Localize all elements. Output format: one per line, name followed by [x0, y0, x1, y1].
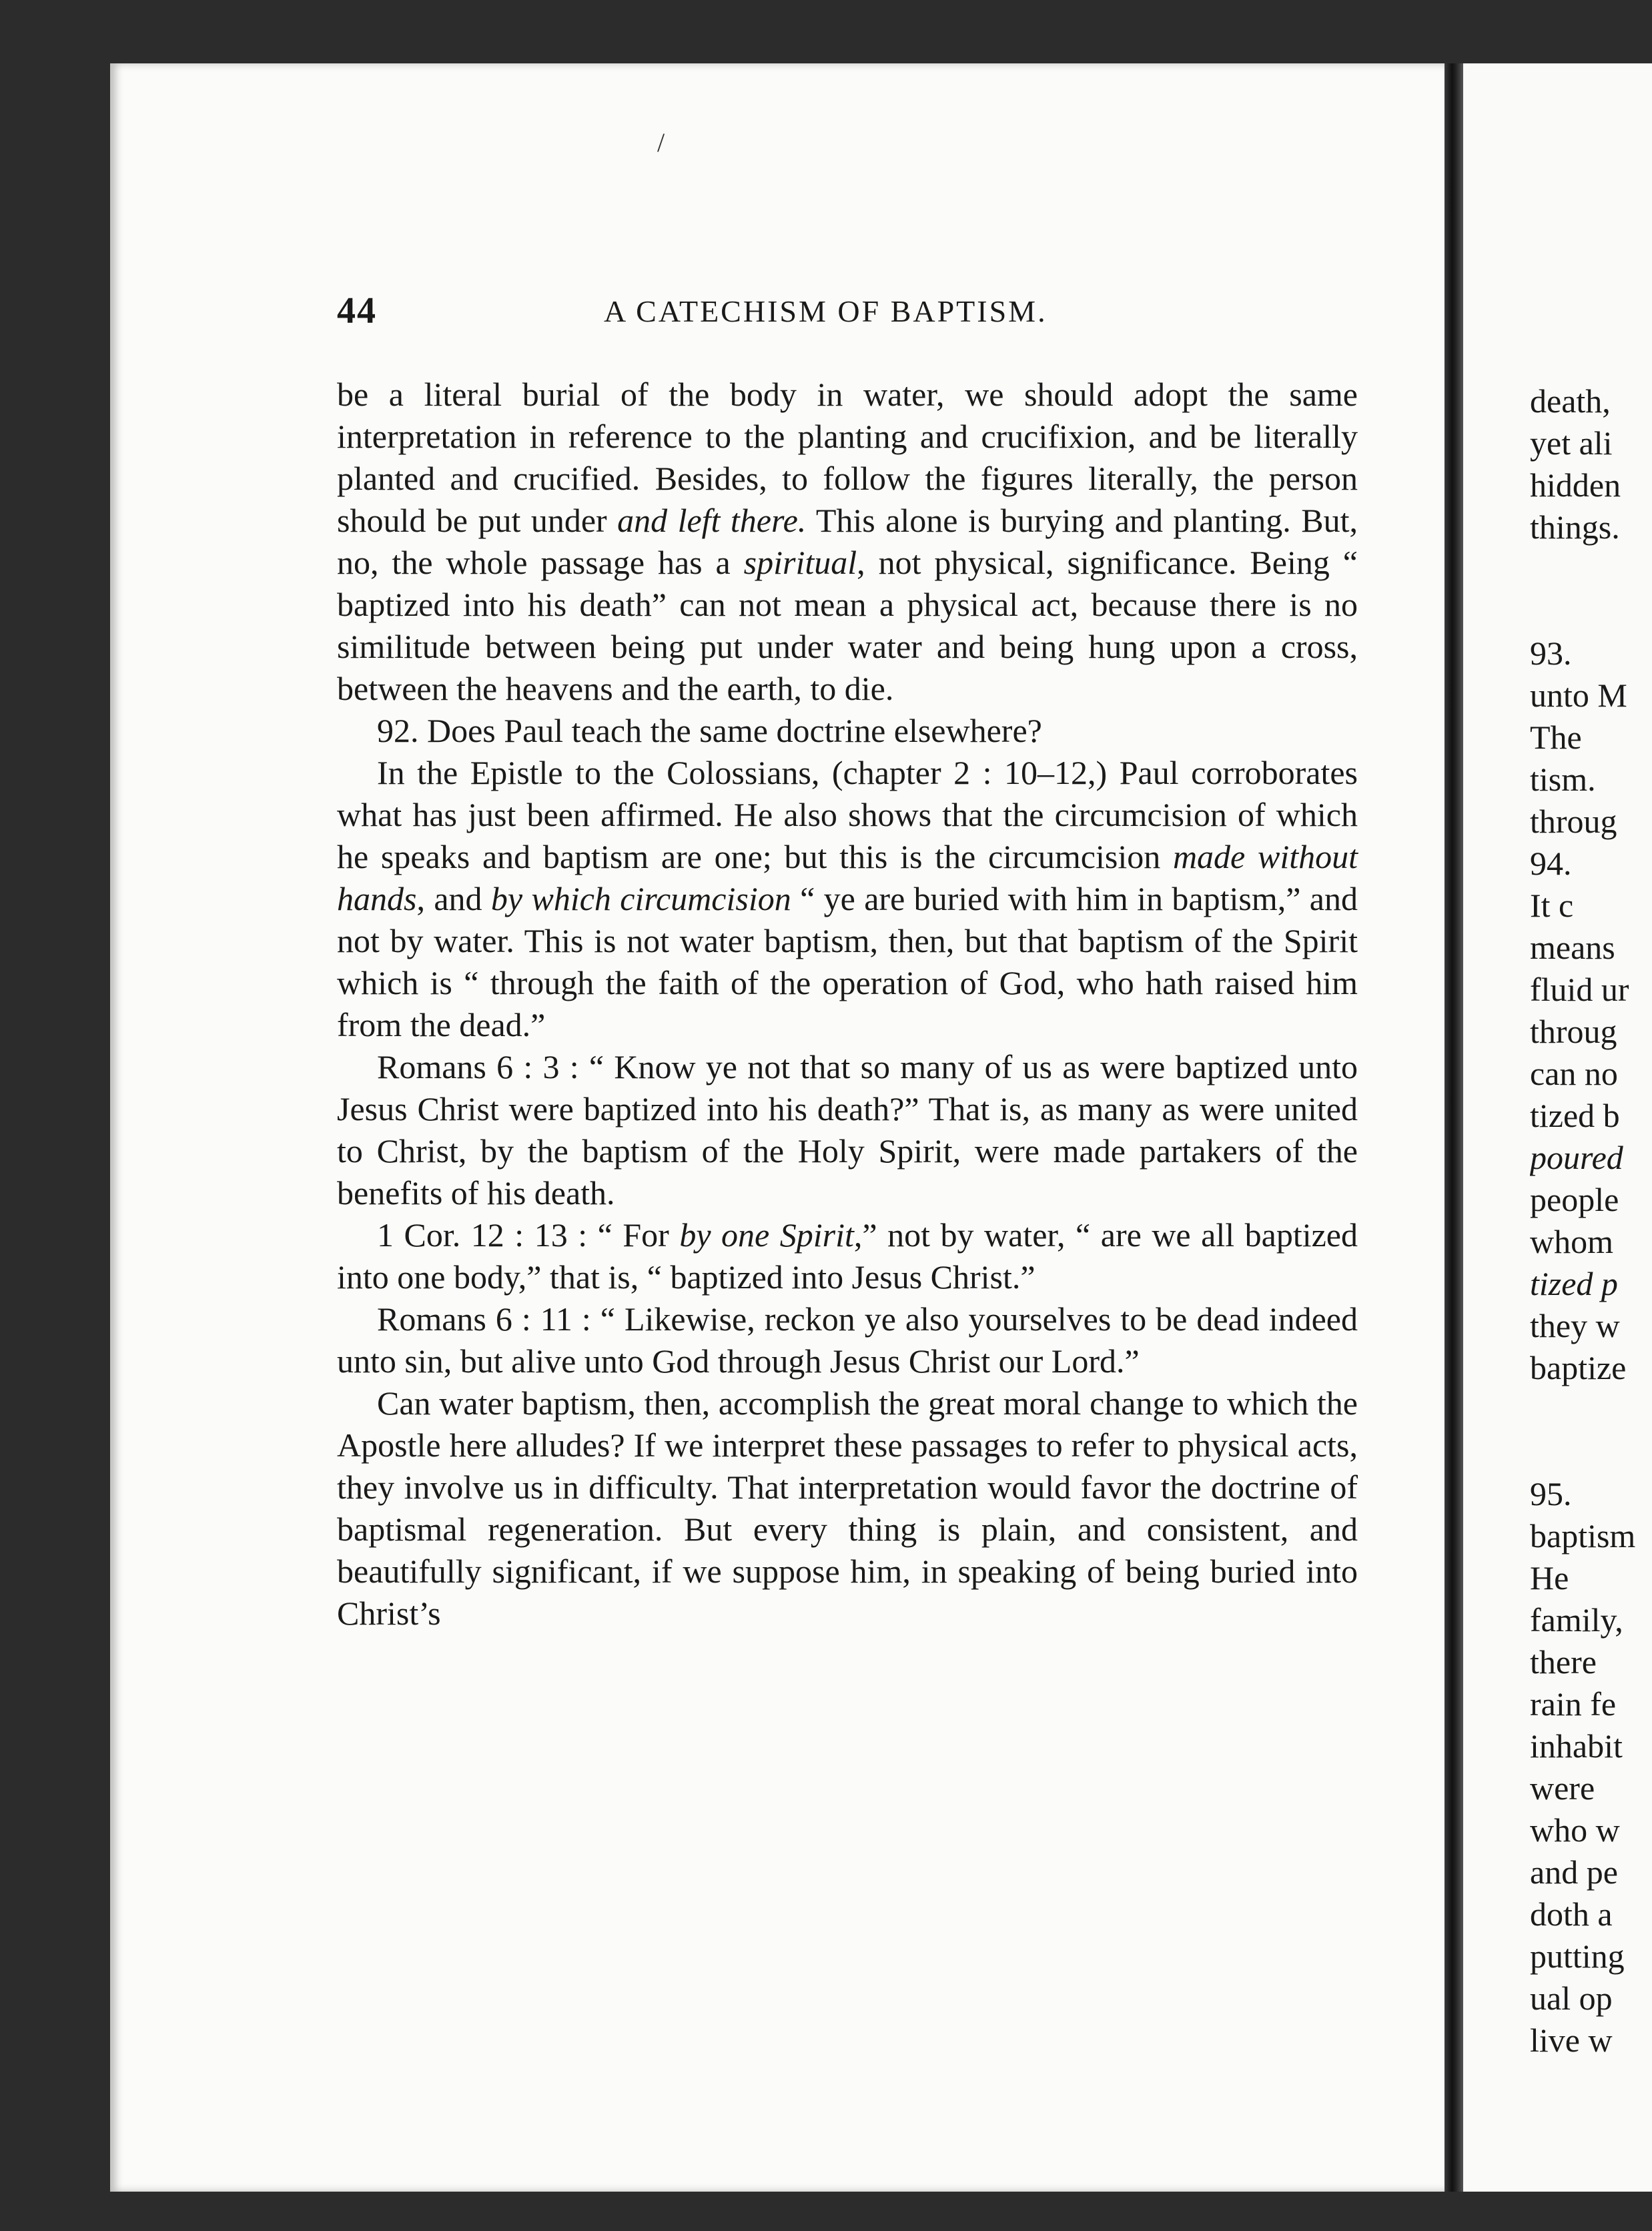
book-gutter: [1444, 63, 1463, 2192]
right-fragment-line: 93.: [1530, 634, 1572, 672]
right-fragment-line: were: [1530, 1769, 1595, 1807]
right-fragment-line: they w: [1530, 1307, 1620, 1344]
right-fragment-line: fluid ur: [1530, 971, 1629, 1008]
right-fragment-line: poured: [1530, 1139, 1623, 1176]
right-fragment-line: things.: [1530, 508, 1620, 546]
right-fragment-line: The: [1530, 719, 1582, 756]
right-fragment-line: rain fe: [1530, 1685, 1617, 1723]
paragraph: Can water baptism, then, accomplish the great moral change to which the Apostle here alludes? If we interpret these passages to refer to physical acts, they involve us in difficulty. That interpretation would favor the doctrine of baptismal regeneration. But every thing is plain, and consistent, and beautifully significant, if we suppose him, in speaking of being buried into Christ’s: [337, 1384, 1358, 1632]
right-fragment-line: [1530, 590, 1652, 632]
right-fragment-line: putting: [1530, 1937, 1625, 1975]
main-text: [337, 374, 1358, 1635]
right-fragment-line: baptize: [1530, 1349, 1627, 1386]
question-92: 92. Does Paul teach the same doctrine elsewhere?: [377, 712, 1042, 749]
right-fragment-line: people: [1530, 1181, 1619, 1218]
right-fragment-line: [1530, 1389, 1652, 1431]
right-fragment-line: tism.: [1530, 761, 1596, 798]
right-fragment-line: doth a: [1530, 1895, 1613, 1933]
running-title: A CATECHISM OF BAPTISM.: [604, 294, 1048, 328]
right-fragment-line: death,: [1530, 382, 1611, 420]
right-fragment-line: tized p: [1530, 1265, 1618, 1302]
right-fragment-line: 94.: [1530, 845, 1572, 882]
right-fragment-line: [1530, 1431, 1652, 1473]
right-fragment-line: ual op: [1530, 1979, 1613, 2017]
right-page-fragments: [1530, 380, 1652, 2062]
right-fragment-line: 95.: [1530, 1475, 1572, 1512]
right-fragment-line: baptism: [1530, 1517, 1636, 1554]
right-fragment-line: tized b: [1530, 1097, 1620, 1134]
paragraph: Romans 6 : 3 : “ Know ye not that so many of us as were baptized unto Jesus Christ were baptized into his death?” That is, as many as were united to Christ, by the baptism of the Holy Spirit, were made partakers of the benefits of his death.: [337, 1048, 1358, 1212]
page-number: 44: [337, 290, 377, 332]
paragraph: 1 Cor. 12 : 13 : “ For by one Spirit,” not by water, “ are we all baptized into one body,” that is, “ baptized into Jesus Christ.”: [337, 1216, 1358, 1296]
right-fragment-line: there: [1530, 1643, 1597, 1681]
right-fragment-line: throug: [1530, 1013, 1617, 1050]
right-fragment-line: live w: [1530, 2022, 1613, 2059]
right-fragment-line: hidden: [1530, 466, 1621, 504]
paragraph: In the Epistle to the Colossians, (chapter 2 : 10–12,) Paul corroborates what has just been affirmed. He also shows that the circumcision of which he speaks and baptism are one; but this is the circumcision made without hands, and by which circumcision “ ye are buried with him in baptism,” and not by water. This is not water baptism, then, but that baptism of the Spirit which is “ through the faith of the operation of God, who hath raised him from the dead.”: [337, 754, 1358, 1043]
right-fragment-line: [1530, 548, 1652, 590]
paragraph: Romans 6 : 11 : “ Likewise, reckon ye also yourselves to be dead indeed unto sin, but alive unto God through Jesus Christ our Lord.”: [337, 1300, 1358, 1380]
right-fragment-line: It c: [1530, 887, 1574, 924]
ink-mark: /: [657, 127, 665, 157]
right-fragment-line: can no: [1530, 1055, 1618, 1092]
right-fragment-line: family,: [1530, 1601, 1623, 1639]
right-fragment-line: who w: [1530, 1811, 1620, 1849]
paragraph: be a literal burial of the body in water, we should adopt the same interpretation in reference to the planting and crucifixion, and be literally planted and crucified. Besides, to follow the figures literally, the person should be put under and left there. This alone is burying and planting. But, no, the whole passage has a spiritual, not physical, significance. Being “ baptized into his death” can not mean a physical act, because there is no similitude between being put under water and being hung upon a cross, between the heavens and the earth, to die.: [337, 376, 1358, 707]
right-fragment-line: throug: [1530, 803, 1617, 840]
right-fragment-line: inhabit: [1530, 1727, 1623, 1765]
right-fragment-line: whom: [1530, 1223, 1613, 1260]
right-fragment-line: means: [1530, 929, 1615, 966]
right-fragment-line: unto M: [1530, 677, 1627, 714]
right-fragment-line: He: [1530, 1559, 1569, 1597]
right-fragment-line: yet ali: [1530, 424, 1613, 462]
right-fragment-line: and pe: [1530, 1853, 1618, 1891]
